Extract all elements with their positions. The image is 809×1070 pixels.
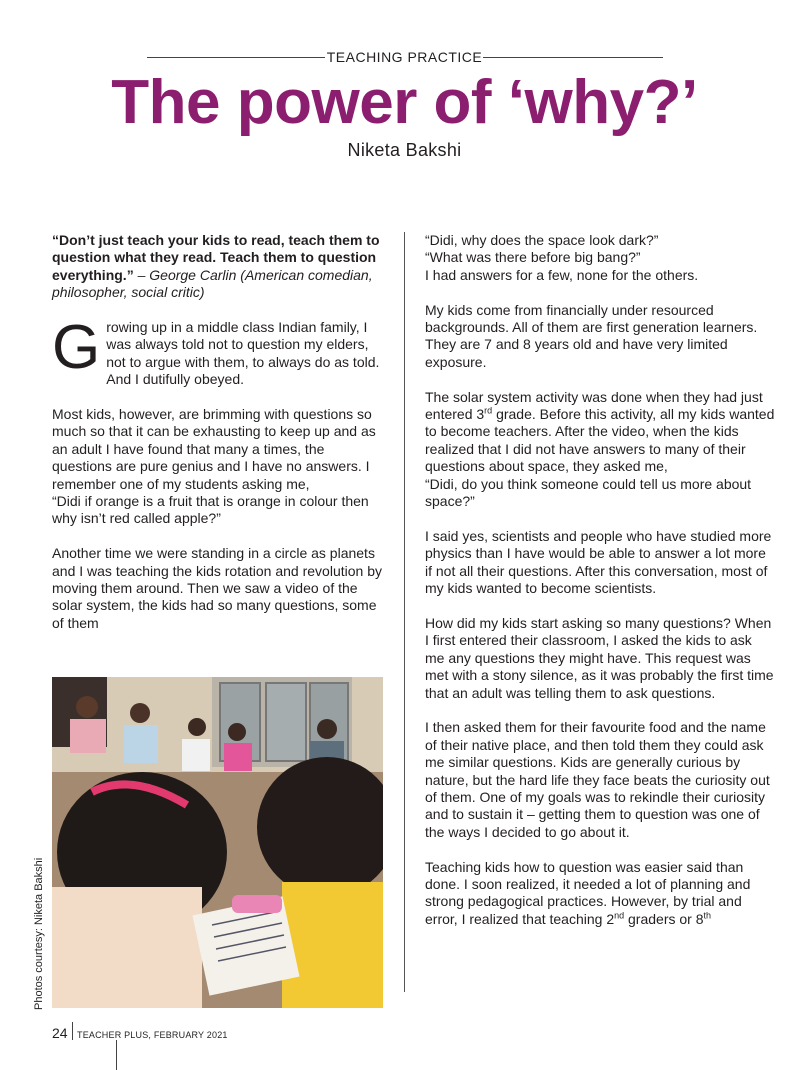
question-line-2: “What was there before big bang?” [425,249,641,266]
paragraph-r2: My kids come from financially under resourced backgrounds. All of them are first generation learners. They are 7 and 8 years old and have very limited exposure. [425,301,758,370]
article-author: Niketa Bakshi [347,140,462,160]
paragraph-2-text: Most kids, however, are brimming with questions so much so that it can be exhausting to keep up and as an adult I have found that many a times, the questions are pure genius and I have no answers. I remember one of my students asking me, [52,406,376,492]
epigraph-attribution: – George Carlin (American comedian, philosopher, social critic) [52,266,373,301]
question-line-1: “Didi, why does the space look dark?” [425,232,659,248]
publication-info: TEACHER PLUS, FEBRUARY 2021 [77,1030,228,1040]
paragraph-r7 [425,859,775,929]
footer-divider [72,1022,73,1040]
section-label: TEACHING PRACTICE [326,49,483,65]
paragraph-r5: How did my kids start asking so many questions? When I first entered their classroom, I asked the kids to ask me any questions they might have. This request was met with a stony silence, as it was probably the first time that an adult was telling them to ask questions. [425,614,774,701]
column-divider [404,232,405,992]
paragraph-r4: I said yes, scientists and people who have studied more physics than I have would be able to answer a lot more if not all their questions. After this conversation, most of my kids wanted to become scientists. [425,527,772,597]
superscript-nd: nd [614,910,625,921]
page-number: 24 [52,1025,68,1041]
epigraph [52,232,382,302]
paragraph-r7-text-a: Teaching kids how to question was easier said than done. I soon realized, it needed a lot of planning and strong pedagogical practices. However, by trial and error, I realized that teaching 2 [425,858,751,927]
paragraph-r3-text-a: The solar system activity was done when they had just entered 3 [425,388,763,423]
paragraph-r3-quote: “Didi, do you think someone could tell us more about space?” [425,475,752,510]
paragraph-r3-text-b: grade. Before this activity, all my kids wanted to become teachers. After the video, when the kids realized that I did not have answers to many of their questions about space, they asked me, [425,406,775,475]
drop-cap: G [52,313,101,383]
paragraph-r3 [425,389,775,511]
paragraph-r6: I then asked them for their favourite food and the name of their native place, and then told them they could ask me similar questions. Kids are generally curious by nature, but the hard life they face beats the curiosity out of them. One of my goals was to rekindle their curiosity and to sustain it – getting them to question was one of the ways I decided to go about it. [425,719,770,840]
superscript-th: th [703,910,712,921]
paragraph-3 [52,545,382,632]
right-column [425,232,775,946]
photo-credit: Photos courtesy: Niketa Bakshi [33,857,45,1010]
superscript-rd: rd [484,405,493,416]
paragraph-2 [52,406,382,528]
questions-list [425,232,775,284]
paragraph-2-quote: “Didi if orange is a fruit that is orange in colour then why isn’t red called apple?” [52,493,369,527]
footer-rule [116,1040,117,1070]
answers-line: I had answers for a few, none for the others. [425,266,699,283]
paragraph-r7-text-b: graders or 8 [624,910,704,927]
classroom-photo [52,677,383,1008]
paragraph-3-text: Another time we were standing in a circle as planets and I was teaching the kids rotation and revolution by moving them around. Then we saw a video of the solar system, the kids had so many questions, some of them [52,545,382,631]
epigraph-quote: “Don’t just teach your kids to read, teach them to question what they read. Teach them to question everything.” [52,232,380,283]
left-column [52,232,382,650]
paragraph-1 [52,313,382,389]
article-title: The power of ‘why?’ [111,68,698,137]
classroom-photo-illustration [52,677,383,1008]
paragraph-1-text: rowing up in a middle class Indian family, I was always told not to question my elders, not to argue with them, to always do as told. And I dutifully obeyed. [106,319,380,388]
